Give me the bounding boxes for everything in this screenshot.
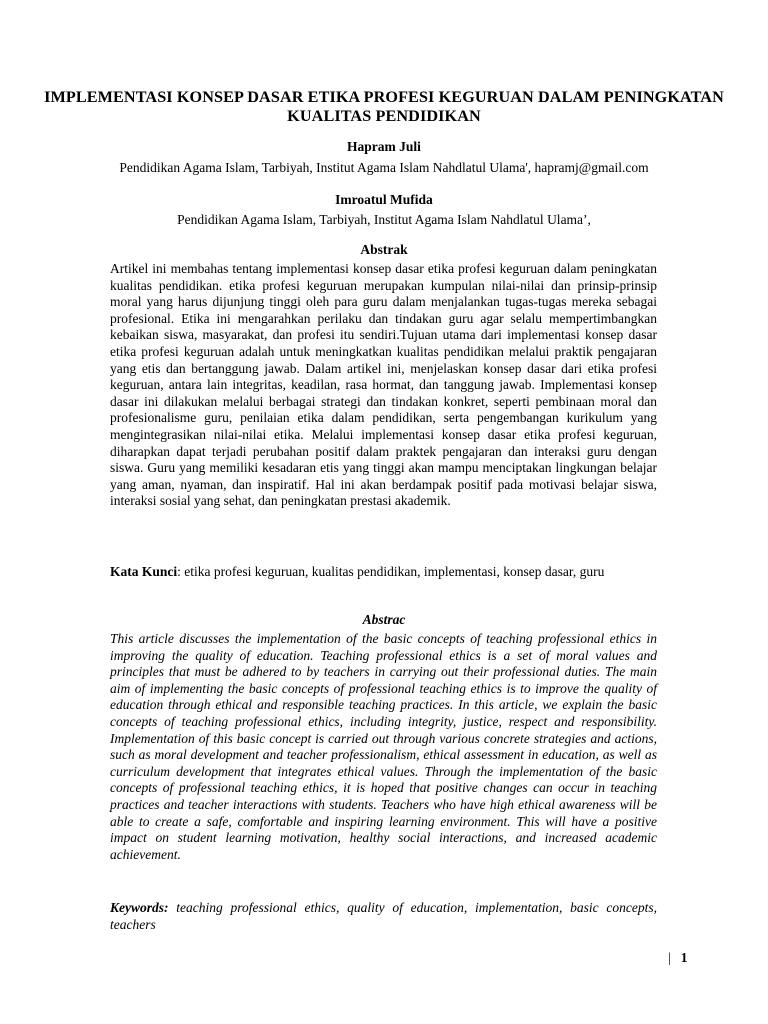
author-affiliation-2: Pendidikan Agama Islam, Tarbiyah, Institut Agama Islam Nahdlatul Ulama’, xyxy=(177,212,591,227)
paper-title: IMPLEMENTASI KONSEP DASAR ETIKA PROFESI KEGURUAN DALAM PENINGKATAN KUALITAS PENDIDIKAN xyxy=(44,88,724,125)
author-affiliation-1: Pendidikan Agama Islam, Tarbiyah, Institut Agama Islam Nahdlatul Ulama', hapramj@gmail.com xyxy=(119,160,649,175)
author-name-1: Hapram Juli xyxy=(347,139,421,154)
kata-kunci-label: Kata Kunci xyxy=(110,564,178,579)
abstract-text: This article discusses the implementation of the basic concepts of teaching professional ethics in improving the quality of education. Teaching professional ethics is a set of moral values and principles that must be adhered to by teachers in carrying out their professional duties. The main aim of implementing the basic concepts of professional teaching ethics is to improve the quality of education through ethical and responsible teaching practices. In this article, we explain the basic concepts of teaching professional ethics, including integrity, justice, respect and responsibility. Implementation of this basic concept is carried out through various concrete strategies and actions, such as moral development and teacher professionalism, ethical assessment in education, as well as curriculum development that integrates ethical values. Through the implementation of the basic concepts of professional teaching ethics, it is hoped that positive changes can occur in teaching practices and teacher interactions with students. Teachers who have high ethical awareness will be able to create a safe, comfortable and inspiring learning environment. This will have a positive impact on student learning motivation, healthy social interactions, and increased academic achievement. xyxy=(110,631,657,862)
abstrak-text: Artikel ini membahas tentang implementasi konsep dasar etika profesi keguruan dalam peningkatan kualitas pendidikan. etika profesi keguruan merupakan kumpulan nilai-nilai dan prinsip-prinsip moral yang harus dijunjung tinggi oleh para guru dalam menjalankan tugas-tugas mereka sebagai profesional. Etika ini mengarahkan perilaku dan tindakan guru agar selalu mempertimbangkan kebaikan siswa, masyarakat, dan profesi itu sendiri.Tujuan utama dari implementasi konsep dasar etika profesi keguruan adalah untuk meningkatkan kualitas pendidikan melalui praktik pengajaran yang etis dan bertanggung jawab. Dalam artikel ini, menjelaskan konsep dasar dari etika profesi keguruan, antara lain integritas, keadilan, rasa hormat, dan tanggung jawab. Implementasi konsep dasar ini dilakukan melalui berbagai strategi dan tindakan konkret, seperti pembinaan moral dan profesionalisme guru, penilaian etika dalam pendidikan, serta pengembangan kurikulum yang mengintegrasikan nilai-nilai etika. Melalui implementasi konsep dasar etika profesi keguruan, diharapkan dapat terjadi perubahan positif dalam praktek pengajaran dan interaksi guru dengan siswa. Guru yang memiliki kesadaran etis yang tinggi akan mampu menciptakan lingkungan belajar yang aman, nyaman, dan inspiratif. Hal ini akan berdampak positif pada motivasi belajar siswa, interaksi sosial yang sehat, dan peningkatan prestasi akademik. xyxy=(110,261,657,509)
keywords-label: Keywords: xyxy=(110,900,169,915)
page-number-value: 1 xyxy=(680,950,688,965)
page-number xyxy=(668,950,687,966)
kata-kunci xyxy=(110,564,657,581)
abstract-heading: Abstrac xyxy=(362,612,406,627)
kata-kunci-values: : etika profesi keguruan, kualitas pendidikan, implementasi, konsep dasar, guru xyxy=(177,564,605,579)
keywords xyxy=(110,900,657,933)
keywords-values: teaching professional ethics, quality of education, implementation, basic concepts, teachers xyxy=(110,900,657,932)
author-name-2: Imroatul Mufida xyxy=(335,192,433,207)
abstrak-heading: Abstrak xyxy=(360,242,408,257)
page-number-separator: | xyxy=(668,950,671,965)
